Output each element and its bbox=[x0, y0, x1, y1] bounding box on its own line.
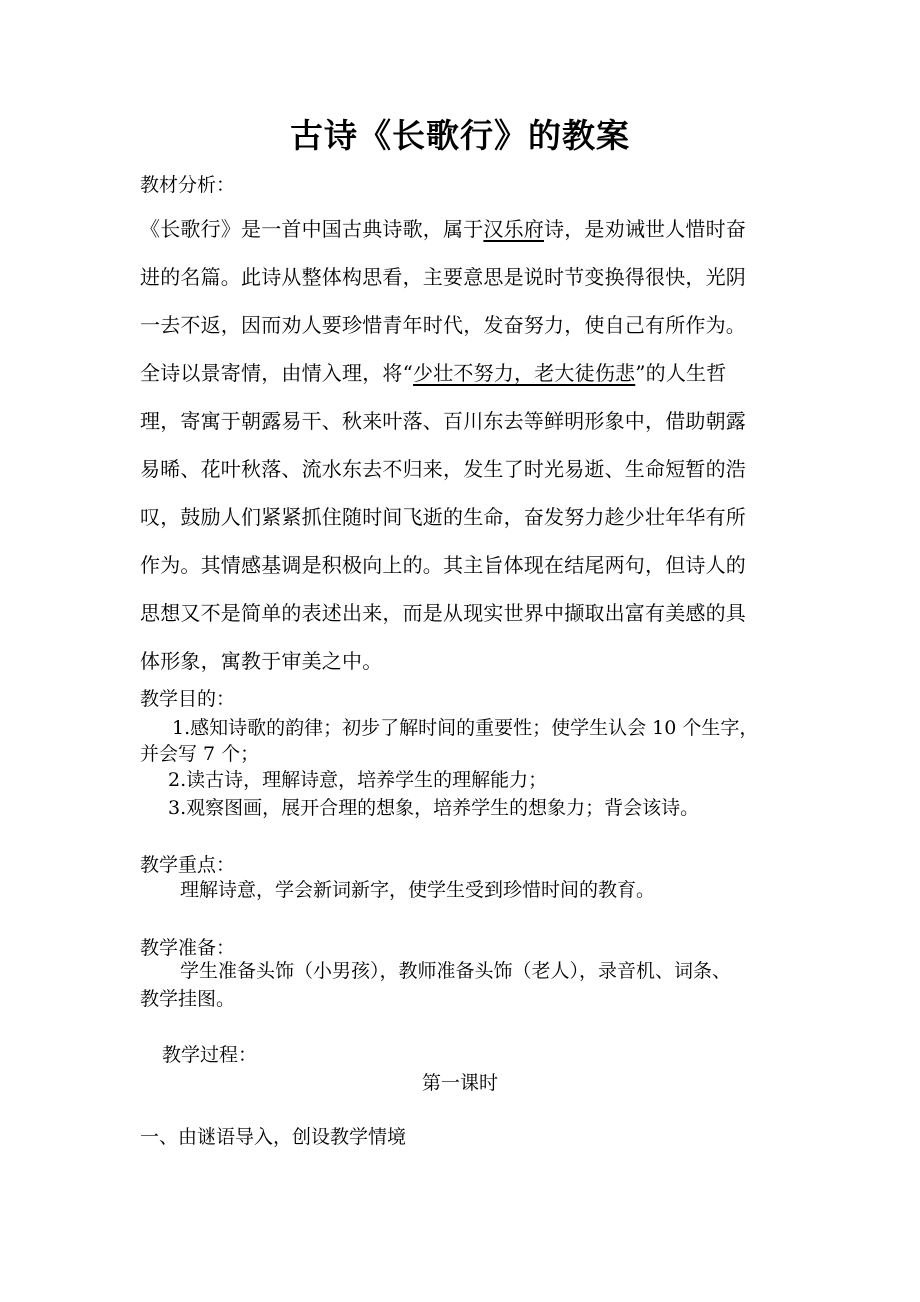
key-points-heading: 教学重点： bbox=[140, 854, 236, 876]
preparation-line-1: 学生准备头饰（小男孩），教师准备头饰（老人），录音机、词条、 bbox=[180, 960, 732, 982]
analysis-heading: 教材分析： bbox=[140, 174, 236, 196]
goal-2: 2.读古诗，理解诗意，培养学生的理解能力； bbox=[168, 769, 548, 791]
process-heading: 教学过程： bbox=[162, 1044, 258, 1066]
goal-1: 1.感知诗歌的韵律；初步了解时间的重要性；使学生认会 10 个生字， bbox=[172, 717, 759, 739]
goal-1-continued: 并会写 7 个； bbox=[140, 743, 260, 765]
analysis-line: 易晞、花叶秋落、流水东去不归来，发生了时光易逝、生命短暂的浩 bbox=[140, 457, 746, 481]
key-points-text: 理解诗意，学会新词新字，使学生受到珍惜时间的教育。 bbox=[180, 879, 656, 901]
analysis-paragraph bbox=[140, 205, 782, 685]
goal-3: 3.观察图画，展开合理的想象，培养学生的想象力；背会该诗。 bbox=[168, 797, 700, 819]
analysis-line: 一去不返，因而劝人要珍惜青年时代，发奋努力，使自己有所作为。 bbox=[140, 313, 746, 337]
underlined-quote: 少壮不努力，老大徒伤悲 bbox=[413, 361, 636, 385]
analysis-line: 全诗以景寄情，由情入理，将“少壮不努力，老大徒伤悲”的人生哲 bbox=[140, 361, 727, 385]
analysis-line: 思想又不是简单的表述出来，而是从现实世界中撷取出富有美感的具 bbox=[140, 601, 746, 625]
document-title: 古诗《长歌行》的教案 bbox=[290, 116, 630, 155]
analysis-line: 作为。其情感基调是积极向上的。其主旨体现在结尾两句，但诗人的 bbox=[140, 553, 746, 577]
underlined-term: 汉乐府 bbox=[483, 217, 545, 241]
goals-heading: 教学目的： bbox=[140, 688, 236, 710]
preparation-heading: 教学准备： bbox=[140, 937, 236, 959]
analysis-line: 《长歌行》是一首中国古典诗歌，属于汉乐府诗，是劝诫世人惜时奋 bbox=[140, 217, 747, 241]
step-heading: 一、由谜语导入，创设教学情境 bbox=[140, 1126, 407, 1148]
analysis-line: 进的名篇。此诗从整体构思看，主要意思是说时节变换得很快，光阴 bbox=[140, 265, 746, 289]
analysis-line: 体形象，寓教于审美之中。 bbox=[140, 649, 383, 673]
analysis-line: 叹，鼓励人们紧紧抓住随时间飞逝的生命，奋发努力趁少壮年华有所 bbox=[140, 505, 746, 529]
analysis-line: 理，寄寓于朝露易干、秋来叶落、百川东去等鲜明形象中，借助朝露 bbox=[140, 409, 746, 433]
lesson-label: 第一课时 bbox=[421, 1072, 498, 1094]
preparation-line-2: 教学挂图。 bbox=[140, 988, 236, 1010]
